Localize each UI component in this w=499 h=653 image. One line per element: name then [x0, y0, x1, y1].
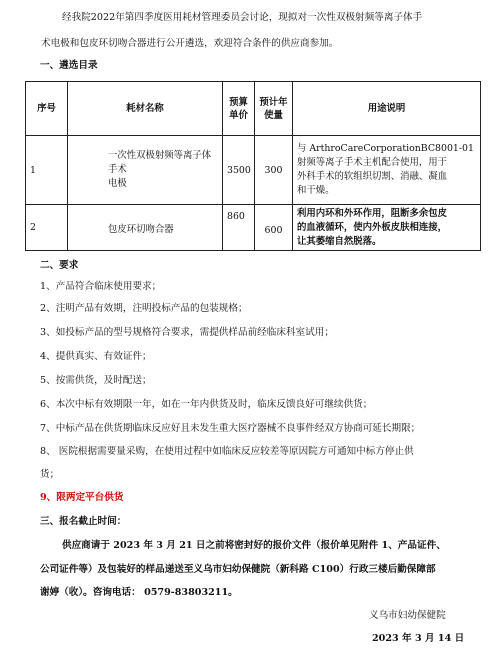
header-name: 耗材名称	[68, 82, 223, 136]
row1-name: 一次性双极射频等离子体手术 电极	[68, 136, 223, 205]
signature-org: 义乌市妇幼保健院	[369, 610, 446, 621]
deadline-line-2: 公司证件等）及包装好的样品递送至义乌市妇幼保健院（新科路 C100）行政三楼后勤保障部	[40, 564, 436, 575]
row2-seq: 2	[26, 205, 68, 251]
row2-usage: 利用内环和外环作用，阻断多余包皮 的血液循环，使内外板皮肤相连接， 让其萎缩自然脱落。	[293, 205, 481, 251]
requirement-8: 8、 医院根据需要量采购，在使用过程中如临床反应较差等原因院方可通知中标方停止供	[40, 446, 414, 457]
section-title-deadline: 三、报名截止时间：	[40, 516, 127, 527]
table-row	[26, 136, 481, 205]
row1-annual: 300	[255, 136, 293, 205]
deadline-line-1: 供应商请于 2023 年 3 月 21 日之前将密封好的报价文件（报价单见附件 1、产品证件、	[62, 540, 446, 551]
requirement-3: 3、如投标产品的型号规格符合要求，需提供样品前经临床科室试用；	[40, 327, 334, 338]
requirement-4: 4、提供真实、有效证件；	[40, 351, 152, 362]
table-row	[26, 205, 481, 251]
requirement-5: 5、按需供货，及时配送；	[40, 375, 152, 386]
header-budget: 预算 单价	[223, 82, 255, 136]
row2-budget: 860	[223, 205, 255, 251]
signature-date: 2023 年 3 月 14 日	[372, 633, 465, 644]
row2-annual: 600	[255, 205, 293, 251]
header-seq: 序号	[26, 82, 68, 136]
header-usage: 用途说明	[293, 82, 481, 136]
requirement-1: 1、产品符合临床使用要求；	[40, 281, 162, 292]
requirement-7: 7、中标产品在供货期临床反应好且未发生重大医疗器械不良事件经双方协商可延长期限；	[40, 423, 421, 434]
requirement-6: 6、本次中标有效期限一年，如在一年内供货及时，临床反馈良好可继续供货；	[40, 399, 373, 410]
header-annual: 预计年 使量	[255, 82, 293, 136]
section-title-requirements: 二、要求	[40, 260, 79, 271]
catalog-table	[25, 81, 481, 251]
requirement-2: 2、注明产品有效期，注明投标产品的包装规格；	[40, 303, 248, 314]
table-header-row	[26, 82, 481, 136]
row2-name: 包皮环切吻合器	[68, 205, 223, 251]
intro-line-1: 经我院2022年第四季度医用耗材管理委员会讨论，现拟对一次性双极射频等离子体手	[62, 12, 423, 23]
deadline-line-3: 谢婷（收）。咨询电话： 0579-83803211。	[40, 587, 238, 598]
requirement-9: 9、限两定平台供货	[40, 492, 124, 503]
row1-budget: 3500	[223, 136, 255, 205]
row1-seq: 1	[26, 136, 68, 205]
requirement-8-cont: 货；	[40, 469, 60, 480]
intro-line-2: 术电极和包皮环切吻合器进行公开遴选，欢迎符合条件的供应商参加。	[41, 38, 339, 49]
row1-usage: 与 ArthroCareCorporationBC8001-01 射频等离子手术主机配合使用，用于 外科手术的软组织切割、消融、凝血 和干燥。	[293, 136, 481, 205]
section-title-catalog: 一、遴选目录	[40, 60, 98, 71]
